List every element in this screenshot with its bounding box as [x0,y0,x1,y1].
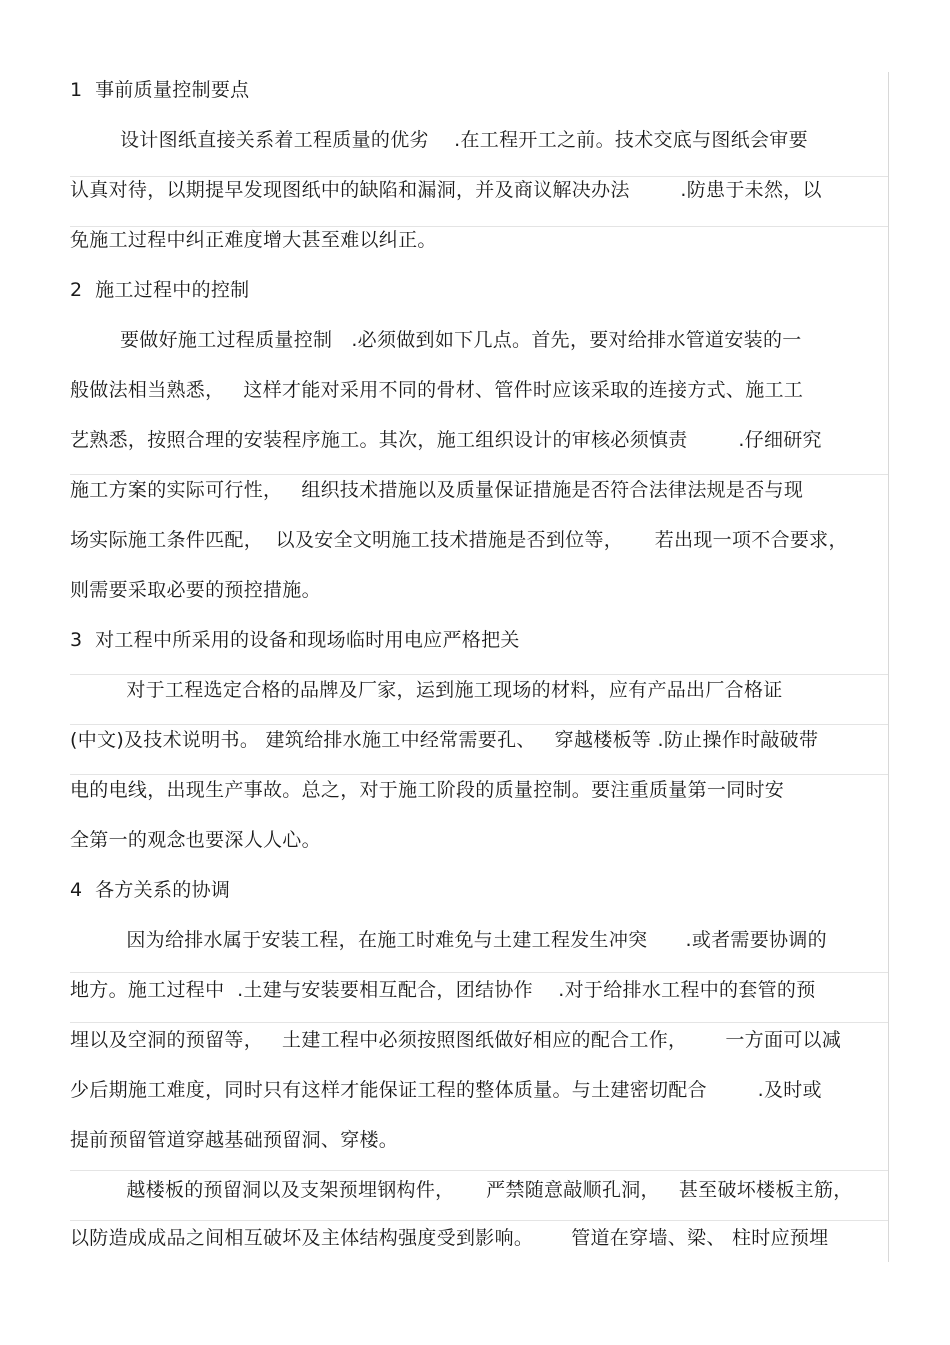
scan-rule [70,674,888,675]
paragraph-line: 对于工程选定合格的品牌及厂家，运到施工现场的材料，应有产品出厂合格证 [120,679,783,701]
paragraph-line: 则需要采取必要的预控措施。 [70,579,321,601]
scan-rule [70,1170,888,1171]
paragraph-line: 要做好施工过程质量控制 .必须做到如下几点。首先，要对给排水管道安装的一 [120,329,802,351]
section-heading: 3 对工程中所采用的设备和现场临时用电应严格把关 [70,629,520,651]
paragraph-line: (中文)及技术说明书。 建筑给排水施工中经常需要孔、 穿越楼板等 .防止操作时敲破带 [70,729,819,751]
paragraph-line: 以防造成成品之间相互破坏及主体结构强度受到影响。 管道在穿墙、梁、 柱时应预埋 [70,1227,829,1249]
scan-rule [70,724,888,725]
scan-rule [70,774,888,775]
paragraph-line: 越楼板的预留洞以及支架预埋钢构件， 严禁随意敲顺孔洞， 甚至破坏楼板主筋， [120,1179,853,1201]
paragraph-line: 免施工过程中纠正难度增大甚至难以纠正。 [70,229,437,251]
paragraph-line: 地方。施工过程中 .土建与安装要相互配合，团结协作 .对于给排水工程中的套管的预 [70,979,816,1001]
paragraph-line: 全第一的观念也要深人人心。 [70,829,321,851]
paragraph-line: 场实际施工条件匹配， 以及安全文明施工技术措施是否到位等， 若出现一项不合要求， [70,529,848,551]
scan-rule [70,1220,888,1221]
paragraph-line: 埋以及空洞的预留等， 土建工程中必须按照图纸做好相应的配合工作， 一方面可以减 [70,1029,842,1051]
scan-rule [70,474,888,475]
section-heading: 2 施工过程中的控制 [70,279,250,301]
paragraph-line: 少后期施工难度，同时只有这样才能保证工程的整体质量。与土建密切配合 .及时或 [70,1079,822,1101]
paragraph-line: 电的电线，出现生产事故。总之，对于施工阶段的质量控制。要注重质量第一同时安 [70,779,785,801]
paragraph-line: 认真对待，以期提早发现图纸中的缺陷和漏洞，并及商议解决办法 .防患于未然，以 [70,179,822,201]
section-heading: 1 事前质量控制要点 [70,79,250,101]
paragraph-line: 艺熟悉，按照合理的安装程序施工。其次，施工组织设计的审核必须慎责 .仔细研究 [70,429,822,451]
paragraph-line: 提前预留管道穿越基础预留洞、穿楼。 [70,1129,399,1151]
right-margin-rule [888,72,889,1262]
paragraph-line: 因为给排水属于安装工程，在施工时难免与土建工程发生冲突 .或者需要协调的 [120,929,827,951]
scan-rule [70,1022,888,1023]
paragraph-line: 设计图纸直接关系着工程质量的优劣 .在工程开工之前。技术交底与图纸会审要 [120,129,808,151]
section-heading: 4 各方关系的协调 [70,879,231,901]
paragraph-line: 般做法相当熟悉， 这样才能对采用不同的骨材、管件时应该采取的连接方式、施工工 [70,379,804,401]
scan-rule [70,972,888,973]
paragraph-line: 施工方案的实际可行性， 组织技术措施以及质量保证措施是否符合法律法规是否与现 [70,479,804,501]
